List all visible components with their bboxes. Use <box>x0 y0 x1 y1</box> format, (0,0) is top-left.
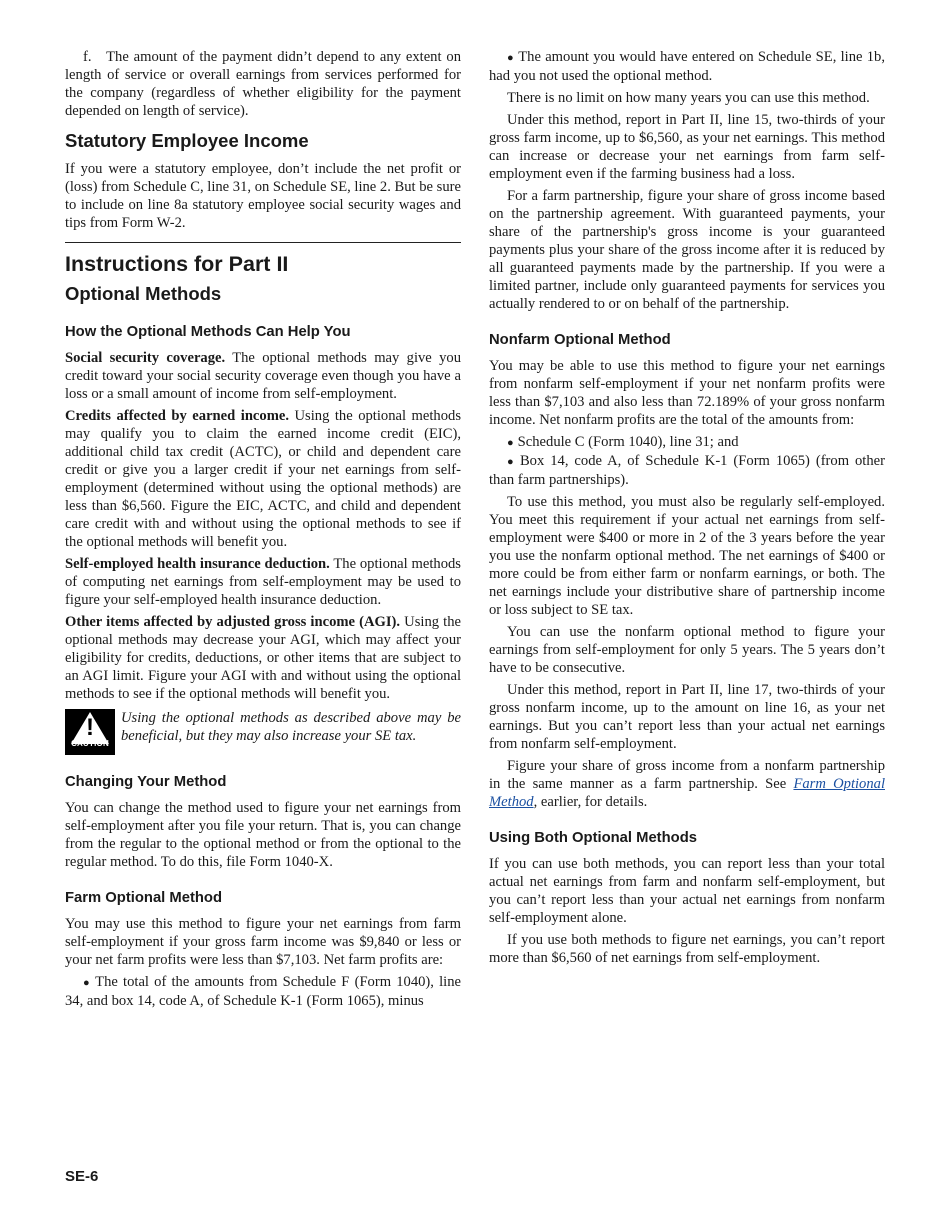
bullet-icon: ● <box>507 456 516 468</box>
bullet-icon: ● <box>507 437 514 449</box>
health-text: The optional methods of computing net earnings from self-employment may be used to figure your self-employed health insurance deduction. <box>65 556 461 608</box>
left-column <box>65 48 461 1014</box>
under-farm-text: Under this method, report in Part II, line 15, two-thirds of your gross farm income, up to $6,560, as your net earnings. This method can increase or decrease your net earnings from farm self-employment even if the farming business had a loss. <box>489 112 885 182</box>
farm-heading: Farm Optional Method <box>65 890 223 906</box>
caution-label: CAUTION <box>71 739 109 748</box>
health-paragraph <box>65 555 461 609</box>
farm-bullet-1 <box>65 973 461 1010</box>
farm-optional-method-link[interactable]: Farm Optional Method <box>489 776 885 810</box>
nonfarm-bullet-2-text: Box 14, code A, of Schedule K-1 (Form 1065) (from other than farm partnerships). <box>489 453 885 488</box>
share-post: , earlier, for details. <box>533 794 648 810</box>
statutory-heading: Statutory Employee Income <box>65 130 309 151</box>
ss-coverage-runin: Social security coverage. <box>65 350 226 366</box>
page-number: SE-6 <box>65 1168 99 1185</box>
nonfarm-heading: Nonfarm Optional Method <box>489 332 671 348</box>
nonfarm-text: You may be able to use this method to figure your net earnings from nonfarm self-employment if your net nonfarm profits were less than $7,103 and also less than 72.189% of your gross nonfarm income. Net nonfarm profits are the total of the amounts from: <box>489 358 885 428</box>
credits-text: Using the optional methods may qualify you to claim the earned income credit (EIC), additional child tax credit (ACTC), or child and dependent care credit or give you a larger credit if your net earnings from self-employment (determined without using the optional methods) are less than $6,560. Figure the EIC, ACTC, and child and dependent care credit with and without using the optional methods to see if the optional methods will benefit you. <box>65 408 462 550</box>
nonfarm-bullet-1-text: Schedule C (Form 1040), line 31; and <box>517 434 739 450</box>
credits-paragraph <box>65 407 461 551</box>
nonfarm-bullet-1 <box>489 433 885 452</box>
both-text: If you can use both methods, you can report less than your total actual net earnings from farm and nonfarm self-employment, but you can’t report less than your actual net earnings from nonfarm self-employment alone. <box>489 856 885 926</box>
credits-runin: Credits affected by earned income. <box>65 408 289 424</box>
both-heading: Using Both Optional Methods <box>489 830 697 846</box>
caution-text: Using the optional methods as described above may be beneficial, but they may also increase your SE tax. <box>121 710 461 744</box>
nonfarm-bullet-2 <box>489 452 885 489</box>
bullet-icon: ● <box>83 977 92 989</box>
item-f: f. The amount of the payment didn’t depend to any extent on length of service or overall earnings from services performed for the company (regardless of whether eligibility for the payment depended on length of service). <box>65 49 461 119</box>
farm-bullet-1-text: The total of the amounts from Schedule F (Form 1040), line 34, and box 14, code A, of Schedule K-1 (Form 1065), minus <box>65 974 461 1009</box>
ss-coverage-paragraph <box>65 349 461 403</box>
statutory-text: If you were a statutory employee, don’t include the net profit or (loss) from Schedule C, line 31, on Schedule SE, line 2. But be sure to include on line 8a statutory employee social security wages and tips from Form W-2. <box>65 161 461 231</box>
no-limit-text: There is no limit on how many years you can use this method. <box>507 90 870 106</box>
share-pre: Figure your share of gross income from a nonfarm partnership in the same manner as a farm partnership. See <box>489 758 885 792</box>
ss-coverage-text: The optional methods may give you credit toward your social security coverage even though you have a loss or a small amount of income from self-employment. <box>65 350 461 402</box>
optional-methods-heading: Optional Methods <box>65 283 222 304</box>
partnership-text: For a farm partnership, figure your share of gross income based on the partnership agreement. With guaranteed payments, your share of the partnership's gross income is your guaranteed payments plus your share of the gross income after it is reduced by all guaranteed payments made by the partnership. If you were a limited partner, include only guaranteed payments for services you actually rendered to or on behalf of the partnership. <box>489 188 885 312</box>
section-divider <box>65 242 461 243</box>
changing-text: You can change the method used to figure your net earnings from self-employment after you file your return. That is, you can change from the regular to the optional method or from the optional to the regular method. To do this, file Form 1040-X. <box>65 800 461 870</box>
five-years-text: You can use the nonfarm optional method to figure your earnings from self-employment for only 5 years. The 5 years don’t have to be consecutive. <box>489 624 885 676</box>
farm-bullet-2-text: The amount you would have entered on Schedule SE, line 1b, had you not used the optional method. <box>489 49 885 84</box>
agi-paragraph <box>65 613 461 703</box>
bullet-icon: ● <box>507 52 515 64</box>
health-runin: Self-employed health insurance deduction. <box>65 556 330 572</box>
farm-text: You may use this method to figure your net earnings from farm self-employment if your gross farm income was $9,840 or less or your net farm profits were less than $7,103. Net farm profits are: <box>65 916 461 968</box>
agi-text: Using the optional methods may decrease your AGI, which may affect your eligibility for credits, deductions, or other items that are subject to an AGI limit. Figure your AGI with and without using the optional methods to see if the optional methods will benefit you. <box>65 614 461 702</box>
changing-heading: Changing Your Method <box>65 774 227 790</box>
farm-bullet-2 <box>489 48 885 85</box>
caution-icon: ! CAUTION <box>65 709 115 755</box>
help-heading: How the Optional Methods Can Help You <box>65 324 351 340</box>
both-limit-text: If you use both methods to figure net earnings, you can’t report more than $6,560 of net earnings from self-employment. <box>489 932 885 966</box>
under-nonfarm-text: Under this method, report in Part II, line 17, two-thirds of your gross nonfarm income, up to the amount on line 16, as your net earnings. But you can’t report less than your actual net earnings from nonfarm self-employment. <box>489 682 885 752</box>
regularly-text: To use this method, you must also be regularly self-employed. You meet this requirement if your actual net earnings from self-employment were $400 or more in 2 of the 3 years before the year you use the nonfarm optional method. The net earnings of $400 or more could be from either farm or nonfarm earnings, or both. The net earnings include your distributive share of partnership income or loss subject to SE tax. <box>489 494 885 618</box>
part-ii-heading: Instructions for Part II <box>65 252 289 276</box>
agi-runin: Other items affected by adjusted gross income (AGI). <box>65 614 401 630</box>
share-paragraph <box>489 757 885 811</box>
caution-box <box>65 709 461 755</box>
right-column <box>489 48 885 971</box>
